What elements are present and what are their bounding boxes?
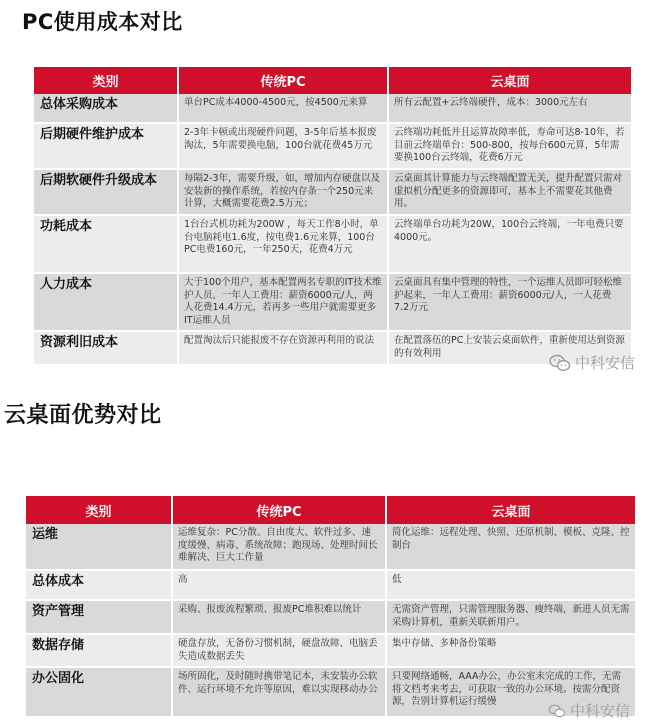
- row-pc-value: 1台台式机功耗为200W ，每天工作8小时，单台电脑耗电1.6度，按电费1.6元来算，100台PC电费160元，一年250天，花费4万元: [178, 215, 388, 273]
- table-row: [34, 123, 632, 169]
- row-category: 后期软硬件升级成本: [34, 169, 178, 215]
- row-category: 数据存储: [26, 634, 172, 667]
- cost-comparison-table: [34, 67, 633, 366]
- row-category: 人力成本: [34, 273, 178, 331]
- row-pc-value: 硬盘存放，无备份习惯机制，硬盘故障、电脑丢失造成数据丢失: [172, 634, 386, 667]
- row-pc-value: 2-3年卡顿或出现硬件问题，3-5年后基本报废淘汰，5年需要换电脑，100台就花费45万元: [178, 123, 388, 169]
- table-row: [34, 169, 632, 215]
- row-pc-value: 高: [172, 570, 386, 600]
- table-header-row: [34, 67, 632, 94]
- row-pc-value: 运维复杂：PC分散、自由度大、软件过多、速度缓慢、病毒、系统故障；跑现场、处理时间长难解决、巨大工作量: [172, 524, 386, 570]
- header-traditional-pc: 传统PC: [172, 496, 386, 524]
- row-cloud-value: 云终端功耗低并且运算故障率低，寿命可达8-10年，若目前云终端单台：500-800，按每台600元算，5年需要换100台云终端，花费6万元: [388, 123, 632, 169]
- header-traditional-pc: 传统PC: [178, 67, 388, 94]
- section1-title: PC使用成本对比: [22, 10, 183, 34]
- row-pc-value: 单台PC成本4000-4500元，按4500元来算: [178, 94, 388, 123]
- row-cloud-value: 只要网络通畅，AAA办公，办公室未完成的工作，无需将文档考来考去，可获取一致的办公环境。按需分配资源，告别计算机运行缓慢: [386, 667, 636, 717]
- row-pc-value: 配置淘汰后只能报废不存在资源再利用的说法: [178, 331, 388, 365]
- table-row: [26, 634, 636, 667]
- section2-title: 云桌面优势对比: [4, 403, 162, 428]
- table-row: [26, 600, 636, 634]
- row-cloud-value: 集中存储、多种备份策略: [386, 634, 636, 667]
- watermark: [548, 700, 630, 721]
- row-pc-value: 场所固化，及时随时携带笔记本，未安装办公软件、运行环境不允许等原因，难以实现移动办公: [172, 667, 386, 717]
- row-category: 资产管理: [26, 600, 172, 634]
- row-category: 总体成本: [26, 570, 172, 600]
- table-row: [34, 273, 632, 331]
- header-cloud-desktop: 云桌面: [386, 496, 636, 524]
- row-pc-value: 每隔2-3年，需要升级，如，增加内存硬盘以及安装新的操作系统，若按内存条一个250元来计算，大概需要花费2.5万元；: [178, 169, 388, 215]
- table-row: [26, 570, 636, 600]
- header-category: 类别: [34, 67, 178, 94]
- row-category: 运维: [26, 524, 172, 570]
- row-category: 资源利旧成本: [34, 331, 178, 365]
- table-row: [34, 331, 632, 365]
- watermark-text: 中科安信: [575, 354, 636, 372]
- row-cloud-value: 所有云配置+云终端硬件，成本：3000元左右: [388, 94, 632, 123]
- advantage-comparison-table: [26, 496, 637, 718]
- row-cloud-value: 无需资产管理，只需管理服务器、瘦终端，新进人员无需采购计算机，重新关联新用户。: [386, 600, 636, 634]
- row-pc-value: 大于100个用户，基本配置两名专职的IT技术维护人员，一年人工费用：薪资6000元/人，两人花费14.4万元，若再多一些用户就需要更多IT运维人员: [178, 273, 388, 331]
- table-row: [34, 94, 632, 123]
- table-header-row: [26, 496, 636, 524]
- row-cloud-value: 云桌面具有集中管理的特性，一个运维人员即可轻松维护起来，一年人工费用：薪资6000元/人，一人花费7.2万元: [388, 273, 632, 331]
- table-row: [26, 667, 636, 717]
- row-category: 总体采购成本: [34, 94, 178, 123]
- watermark: [549, 352, 635, 373]
- row-cloud-value: 云终端单台功耗为20W，100台云终端，一年电费只要4000元。: [388, 215, 632, 273]
- wechat-icon: [548, 704, 566, 718]
- table-row: [26, 524, 636, 570]
- row-cloud-value: 低: [386, 570, 636, 600]
- row-pc-value: 采购、报废流程繁琐、报废PC堆积难以统计: [172, 600, 386, 634]
- row-category: 功耗成本: [34, 215, 178, 273]
- header-cloud-desktop: 云桌面: [388, 67, 632, 94]
- row-category: 办公固化: [26, 667, 172, 717]
- row-cloud-value: 简化运维：远程处理、快照、还原机制、模板、克隆、控制台: [386, 524, 636, 570]
- wechat-icon: [549, 354, 571, 372]
- row-category: 后期硬件维护成本: [34, 123, 178, 169]
- watermark-text: 中科安信: [570, 702, 631, 720]
- table-row: [34, 215, 632, 273]
- row-cloud-value: 云桌面其计算能力与云终端配置无关，提升配置只需对虚拟机分配更多的资源即可，基本上不需要花其他费用。: [388, 169, 632, 215]
- header-category: 类别: [26, 496, 172, 524]
- row-cloud-value: 在配置落伍的PC上安装云桌面软件，重新使用达到资源的有效利用: [388, 331, 632, 365]
